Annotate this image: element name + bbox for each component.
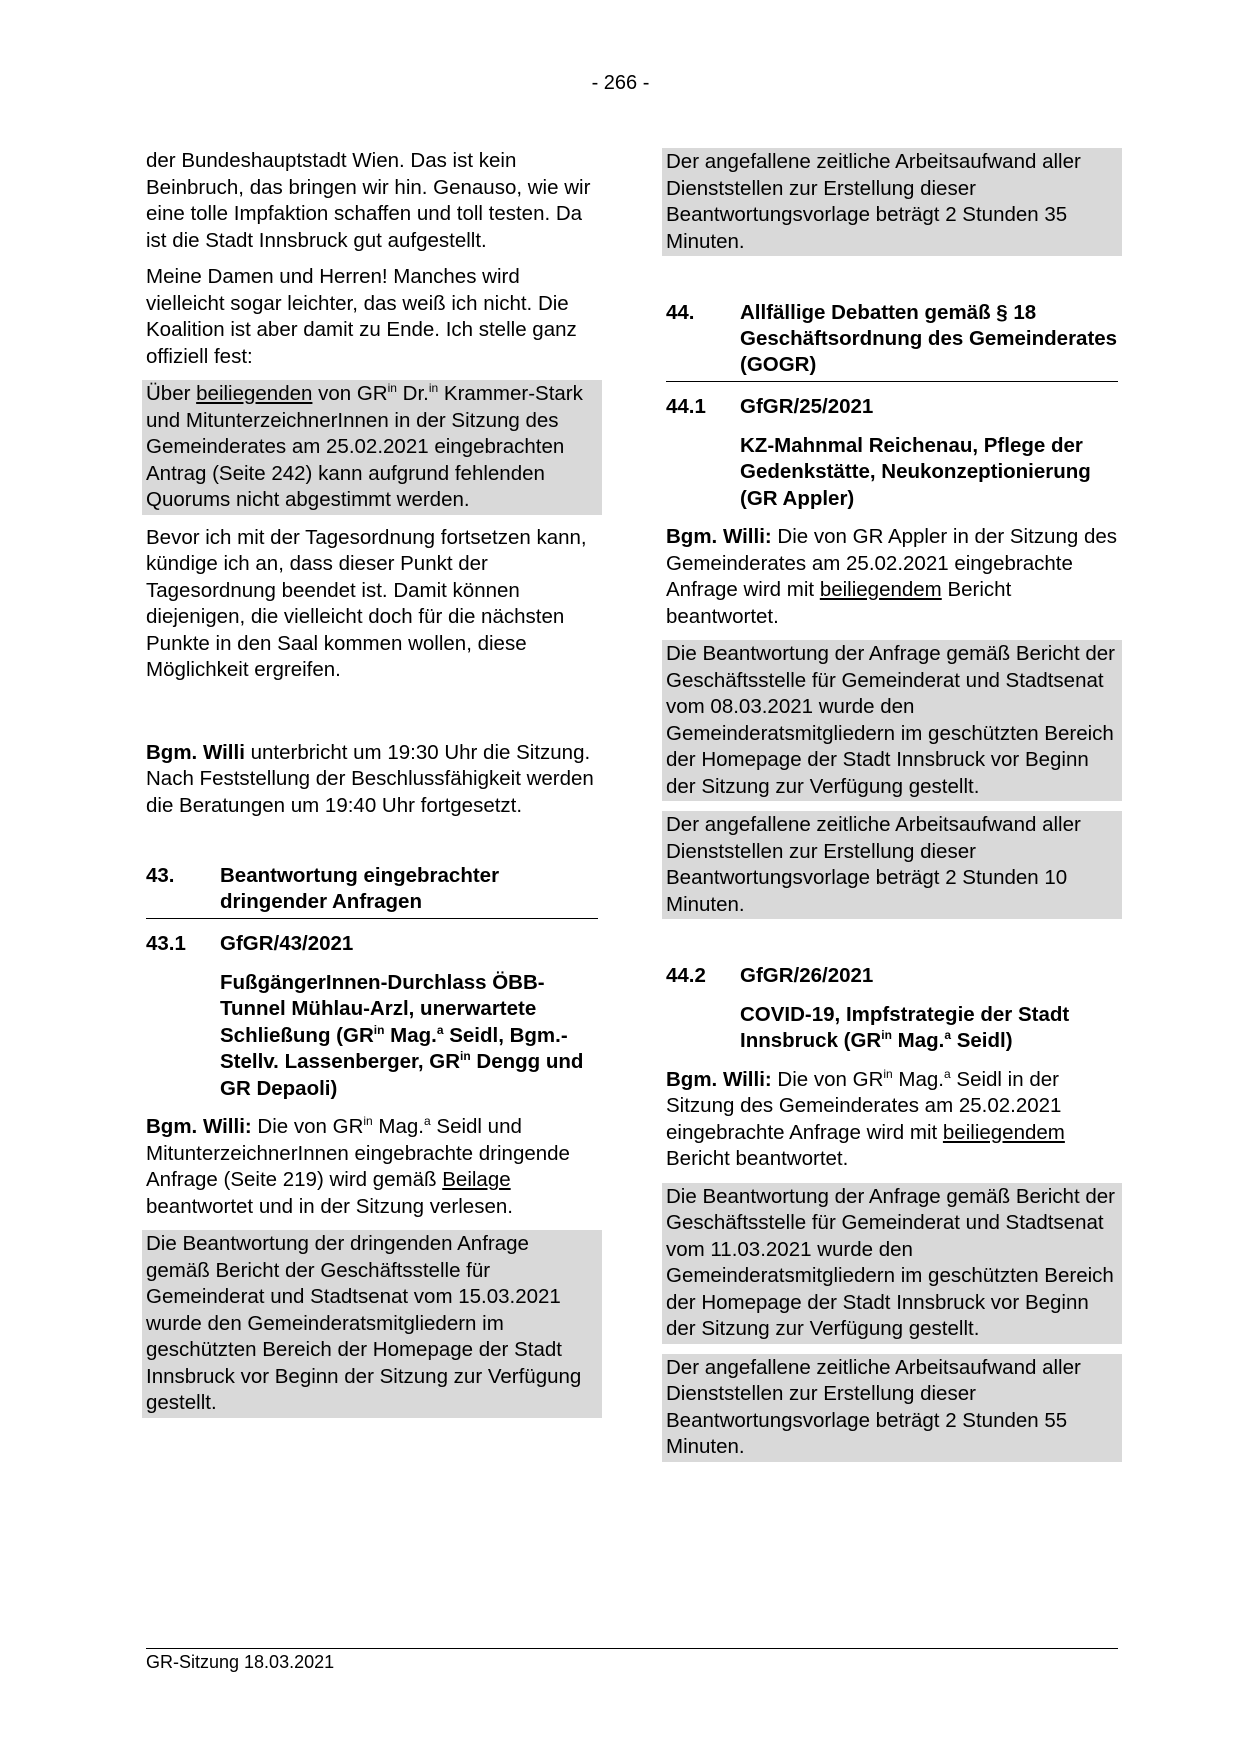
page-number: - 266 - — [591, 72, 650, 94]
subsection-title: KZ-Mahnmal Reichenau, Pflege der Gedenkstätte, Neukonzeptionierung (GR Appler) — [740, 433, 1091, 510]
subsection-heading-44-2: 44.2 GfGR/26/2021 — [666, 964, 874, 987]
paragraph: Bgm. Willi: Die von $GR^{in}$ Mag.$^a$ Seidl in der Sitzung des Gemeinderates am 25.02.2021 eingebrachte Anfrage wird mit beiliegendem Bericht beantwortet. — [666, 1066, 1065, 1170]
left-column — [146, 148, 598, 1428]
shaded-notice: Der angefallene zeitliche Arbeitsaufwand aller Dienststellen zur Erstellung dieser Beantwortungsvorlage beträgt 2 Stunden 55 Minuten. — [662, 1354, 1122, 1462]
shaded-notice: Die Beantwortung der dringenden Anfrage gemäß Bericht der Geschäftsstelle für Gemeinderat und Stadtsenat vom 15.03.2021 wurde den Gemeinderatsmitgliedern im geschützten Bereich der Homepage der Stadt Innsbruck vor Beginn der Sitzung zur Verfügung gestellt. — [142, 1230, 602, 1418]
section-heading-43: 43. Beantwortung eingebrachter dringender Anfragen — [146, 863, 598, 919]
shaded-notice: Die Beantwortung der Anfrage gemäß Bericht der Geschäftsstelle für Gemeinderat und Stadtsenat vom 08.03.2021 wurde den Gemeinderatsmitgliedern im geschützten Bereich der Homepage der Stadt Innsbruck vor Beginn der Sitzung zur Verfügung gestellt. — [662, 640, 1122, 801]
paragraph: Bevor ich mit der Tagesordnung fortsetzen kann, kündige ich an, dass dieser Punkt der Tagesordnung beendet ist. Damit können diejenigen, die vielleicht doch für die nächsten Punkte in den Saal kommen wollen, diese Möglichkeit ergreifen. — [146, 525, 587, 681]
footer-divider — [146, 1648, 1118, 1649]
link-beiliegendem[interactable]: beiliegendem — [819, 578, 942, 601]
shaded-notice: Die Beantwortung der Anfrage gemäß Bericht der Geschäftsstelle für Gemeinderat und Stadtsenat vom 11.03.2021 wurde den Gemeinderatsmitgliedern im geschützten Bereich der Homepage der Stadt Innsbruck vor Beginn der Sitzung zur Verfügung gestellt. — [662, 1183, 1122, 1344]
subsection-heading-44-1: 44.1 GfGR/25/2021 — [666, 395, 874, 418]
paragraph: Bgm. Willi: Die von $GR^{in}$ Mag.$^a$ Seidl und MitunterzeichnerInnen eingebrachte dringende Anfrage (Seite 219) wird gemäß Beilage beantwortet und in der Sitzung verlesen. — [146, 1114, 570, 1218]
subsection-heading-43-1: 43.1 GfGR/43/2021 — [146, 932, 354, 955]
paragraph: Bgm. Willi: Die von GR Appler in der Sitzung des Gemeinderates am 25.02.2021 eingebrachte Anfrage wird mit beiliegendem Bericht beantwortet. — [666, 525, 1118, 628]
subsection-title: FußgängerInnen-Durchlass ÖBB-Tunnel Mühlau-Arzl, unerwartete Schließung ($GR^{in}$ Mag.$^a$ Seidl, Bgm.-Stellv. Lassenberger, $GR^{in}$ Dengg und GR Depaoli) — [220, 970, 584, 1100]
paragraph: Meine Damen und Herren! Manches wird vielleicht sogar leichter, das weiß ich nicht. Die Koalition ist aber damit zu Ende. Ich stelle ganz offiziell fest: — [146, 265, 577, 368]
shaded-notice: Der angefallene zeitliche Arbeitsaufwand aller Dienststellen zur Erstellung dieser Beantwortungsvorlage beträgt 2 Stunden 35 Minuten. — [662, 148, 1122, 256]
right-column — [666, 148, 1118, 1472]
link-beiliegendem[interactable]: beiliegendem — [942, 1120, 1065, 1144]
subsection-title: COVID-19, Impfstrategie der Stadt Innsbruck ($GR^{in}$ Mag.$^a$ Seidl) — [740, 1002, 1070, 1052]
paragraph: der Bundeshauptstadt Wien. Das ist kein Beinbruch, das bringen wir hin. Genauso, wie wir eine tolle Impfaktion schaffen und toll testen. Da ist die Stadt Innsbruck gut aufgestellt. — [146, 149, 591, 252]
paragraph-interruption: Bgm. Willi unterbricht um 19:30 Uhr die Sitzung. Nach Feststellung der Beschlussfähigkeit werden die Beratungen um 19:40 Uhr fortgesetzt. — [146, 740, 594, 817]
shaded-notice: Über beiliegenden von $GR^{in}$ Dr.$^{in}$ Krammer-Stark und MitunterzeichnerInnen in der Sitzung des Gemeinderates am 25.02.2021 eingebrachten Antrag (Seite 242) kann aufgrund fehlenden Quorums nicht abgestimmt werden. — [142, 380, 602, 515]
shaded-notice: Der angefallene zeitliche Arbeitsaufwand aller Dienststellen zur Erstellung dieser Beantwortungsvorlage beträgt 2 Stunden 10 Minuten. — [662, 811, 1122, 919]
section-heading-44: 44. Allfällige Debatten gemäß § 18 Geschäftsordnung des Gemeinderates (GOGR) — [666, 300, 1118, 382]
link-beilage[interactable]: Beilage — [442, 1168, 511, 1191]
link-beiliegenden[interactable]: beiliegenden — [196, 382, 313, 405]
footer-text: GR-Sitzung 18.03.2021 — [146, 1652, 335, 1672]
